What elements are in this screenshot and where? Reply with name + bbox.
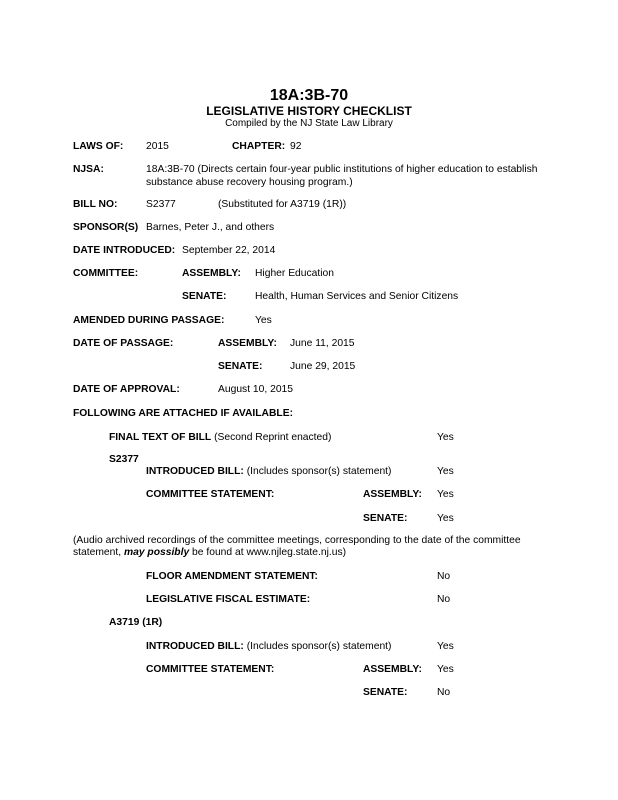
passage-assembly-value: June 11, 2015 — [290, 338, 355, 349]
a3719-assembly-value: Yes — [437, 664, 454, 675]
s2377-committee-label: COMMITTEE STATEMENT: — [146, 489, 275, 500]
final-text-value: Yes — [437, 432, 454, 443]
date-of-approval-label: DATE OF APPROVAL: — [73, 384, 180, 395]
passage-senate-value: June 29, 2015 — [290, 361, 356, 372]
a3719-introduced-value: Yes — [437, 641, 454, 652]
s2377-assembly-label: ASSEMBLY: — [363, 489, 422, 500]
a3719-introduced-note: (Includes sponsor(s) statement) — [246, 641, 392, 652]
s2377-introduced-label: INTRODUCED BILL: — [146, 466, 244, 477]
audio-note-line-2 — [73, 547, 346, 559]
floor-amendment-label: FLOOR AMENDMENT STATEMENT: — [146, 571, 318, 582]
attached-heading: FOLLOWING ARE ATTACHED IF AVAILABLE: — [73, 408, 294, 419]
audio-note-line-1: (Audio archived recordings of the committee meetings, corresponding to the date of the committee — [73, 535, 521, 546]
bill-no-value: S2377 — [146, 199, 176, 210]
a3719-label: A3719 (1R) — [109, 617, 163, 628]
audio-note-emphasis: may possibly — [123, 547, 190, 558]
amended-label: AMENDED DURING PASSAGE: — [73, 315, 225, 326]
s2377-senate-value: Yes — [437, 513, 454, 524]
s2377-introduced-value: Yes — [437, 466, 454, 477]
s2377-label: S2377 — [109, 454, 139, 465]
a3719-committee-label: COMMITTEE STATEMENT: — [146, 664, 275, 675]
final-text-label: FINAL TEXT OF BILL — [109, 432, 212, 443]
laws-of-label: LAWS OF: — [73, 141, 124, 152]
s2377-introduced-note: (Includes sponsor(s) statement) — [246, 466, 392, 477]
passage-senate-label: SENATE: — [218, 361, 263, 372]
chapter-label: CHAPTER: — [232, 141, 286, 152]
a3719-introduced-row — [146, 641, 391, 653]
bill-no-label: BILL NO: — [73, 199, 118, 210]
s2377-assembly-value: Yes — [437, 489, 454, 500]
a3719-assembly-label: ASSEMBLY: — [363, 664, 422, 675]
final-text-note: (Second Reprint enacted) — [214, 432, 332, 443]
final-text-row — [109, 432, 331, 444]
laws-of-value: 2015 — [146, 141, 169, 152]
audio-note-pre: statement, — [73, 547, 124, 558]
page-subtitle: LEGISLATIVE HISTORY CHECKLIST — [206, 104, 412, 118]
committee-assembly-label: ASSEMBLY: — [182, 268, 241, 279]
date-introduced-value: September 22, 2014 — [182, 245, 276, 256]
date-introduced-label: DATE INTRODUCED: — [73, 245, 176, 256]
s2377-senate-label: SENATE: — [363, 513, 408, 524]
njsa-line-2: substance abuse recovery housing program.) — [146, 177, 353, 188]
compiled-by: Compiled by the NJ State Law Library — [225, 118, 393, 129]
committee-label: COMMITTEE: — [73, 268, 139, 279]
fiscal-estimate-value: No — [437, 594, 451, 605]
passage-assembly-label: ASSEMBLY: — [218, 338, 277, 349]
committee-assembly-value: Higher Education — [255, 268, 334, 279]
bill-no-note: (Substituted for A3719 (1R)) — [218, 199, 347, 210]
sponsors-value: Barnes, Peter J., and others — [146, 222, 275, 233]
njsa-label: NJSA: — [73, 164, 104, 175]
chapter-value: 92 — [290, 141, 302, 152]
page-title: 18A:3B-70 — [269, 87, 349, 104]
a3719-senate-label: SENATE: — [363, 687, 408, 698]
s2377-introduced-row — [146, 466, 391, 478]
floor-amendment-value: No — [437, 571, 451, 582]
audio-note-post: be found at www.njleg.state.nj.us) — [189, 547, 347, 558]
fiscal-estimate-label: LEGISLATIVE FISCAL ESTIMATE: — [146, 594, 311, 605]
a3719-senate-value: No — [437, 687, 451, 698]
date-of-approval-value: August 10, 2015 — [218, 384, 293, 395]
njsa-line-1: 18A:3B-70 (Directs certain four-year public institutions of higher education to establish — [146, 164, 538, 175]
date-of-passage-label: DATE OF PASSAGE: — [73, 338, 174, 349]
committee-senate-label: SENATE: — [182, 291, 227, 302]
amended-value: Yes — [255, 315, 272, 326]
sponsors-label: SPONSOR(S) — [73, 222, 139, 233]
committee-senate-value: Health, Human Services and Senior Citizens — [255, 291, 459, 302]
a3719-introduced-label: INTRODUCED BILL: — [146, 641, 244, 652]
